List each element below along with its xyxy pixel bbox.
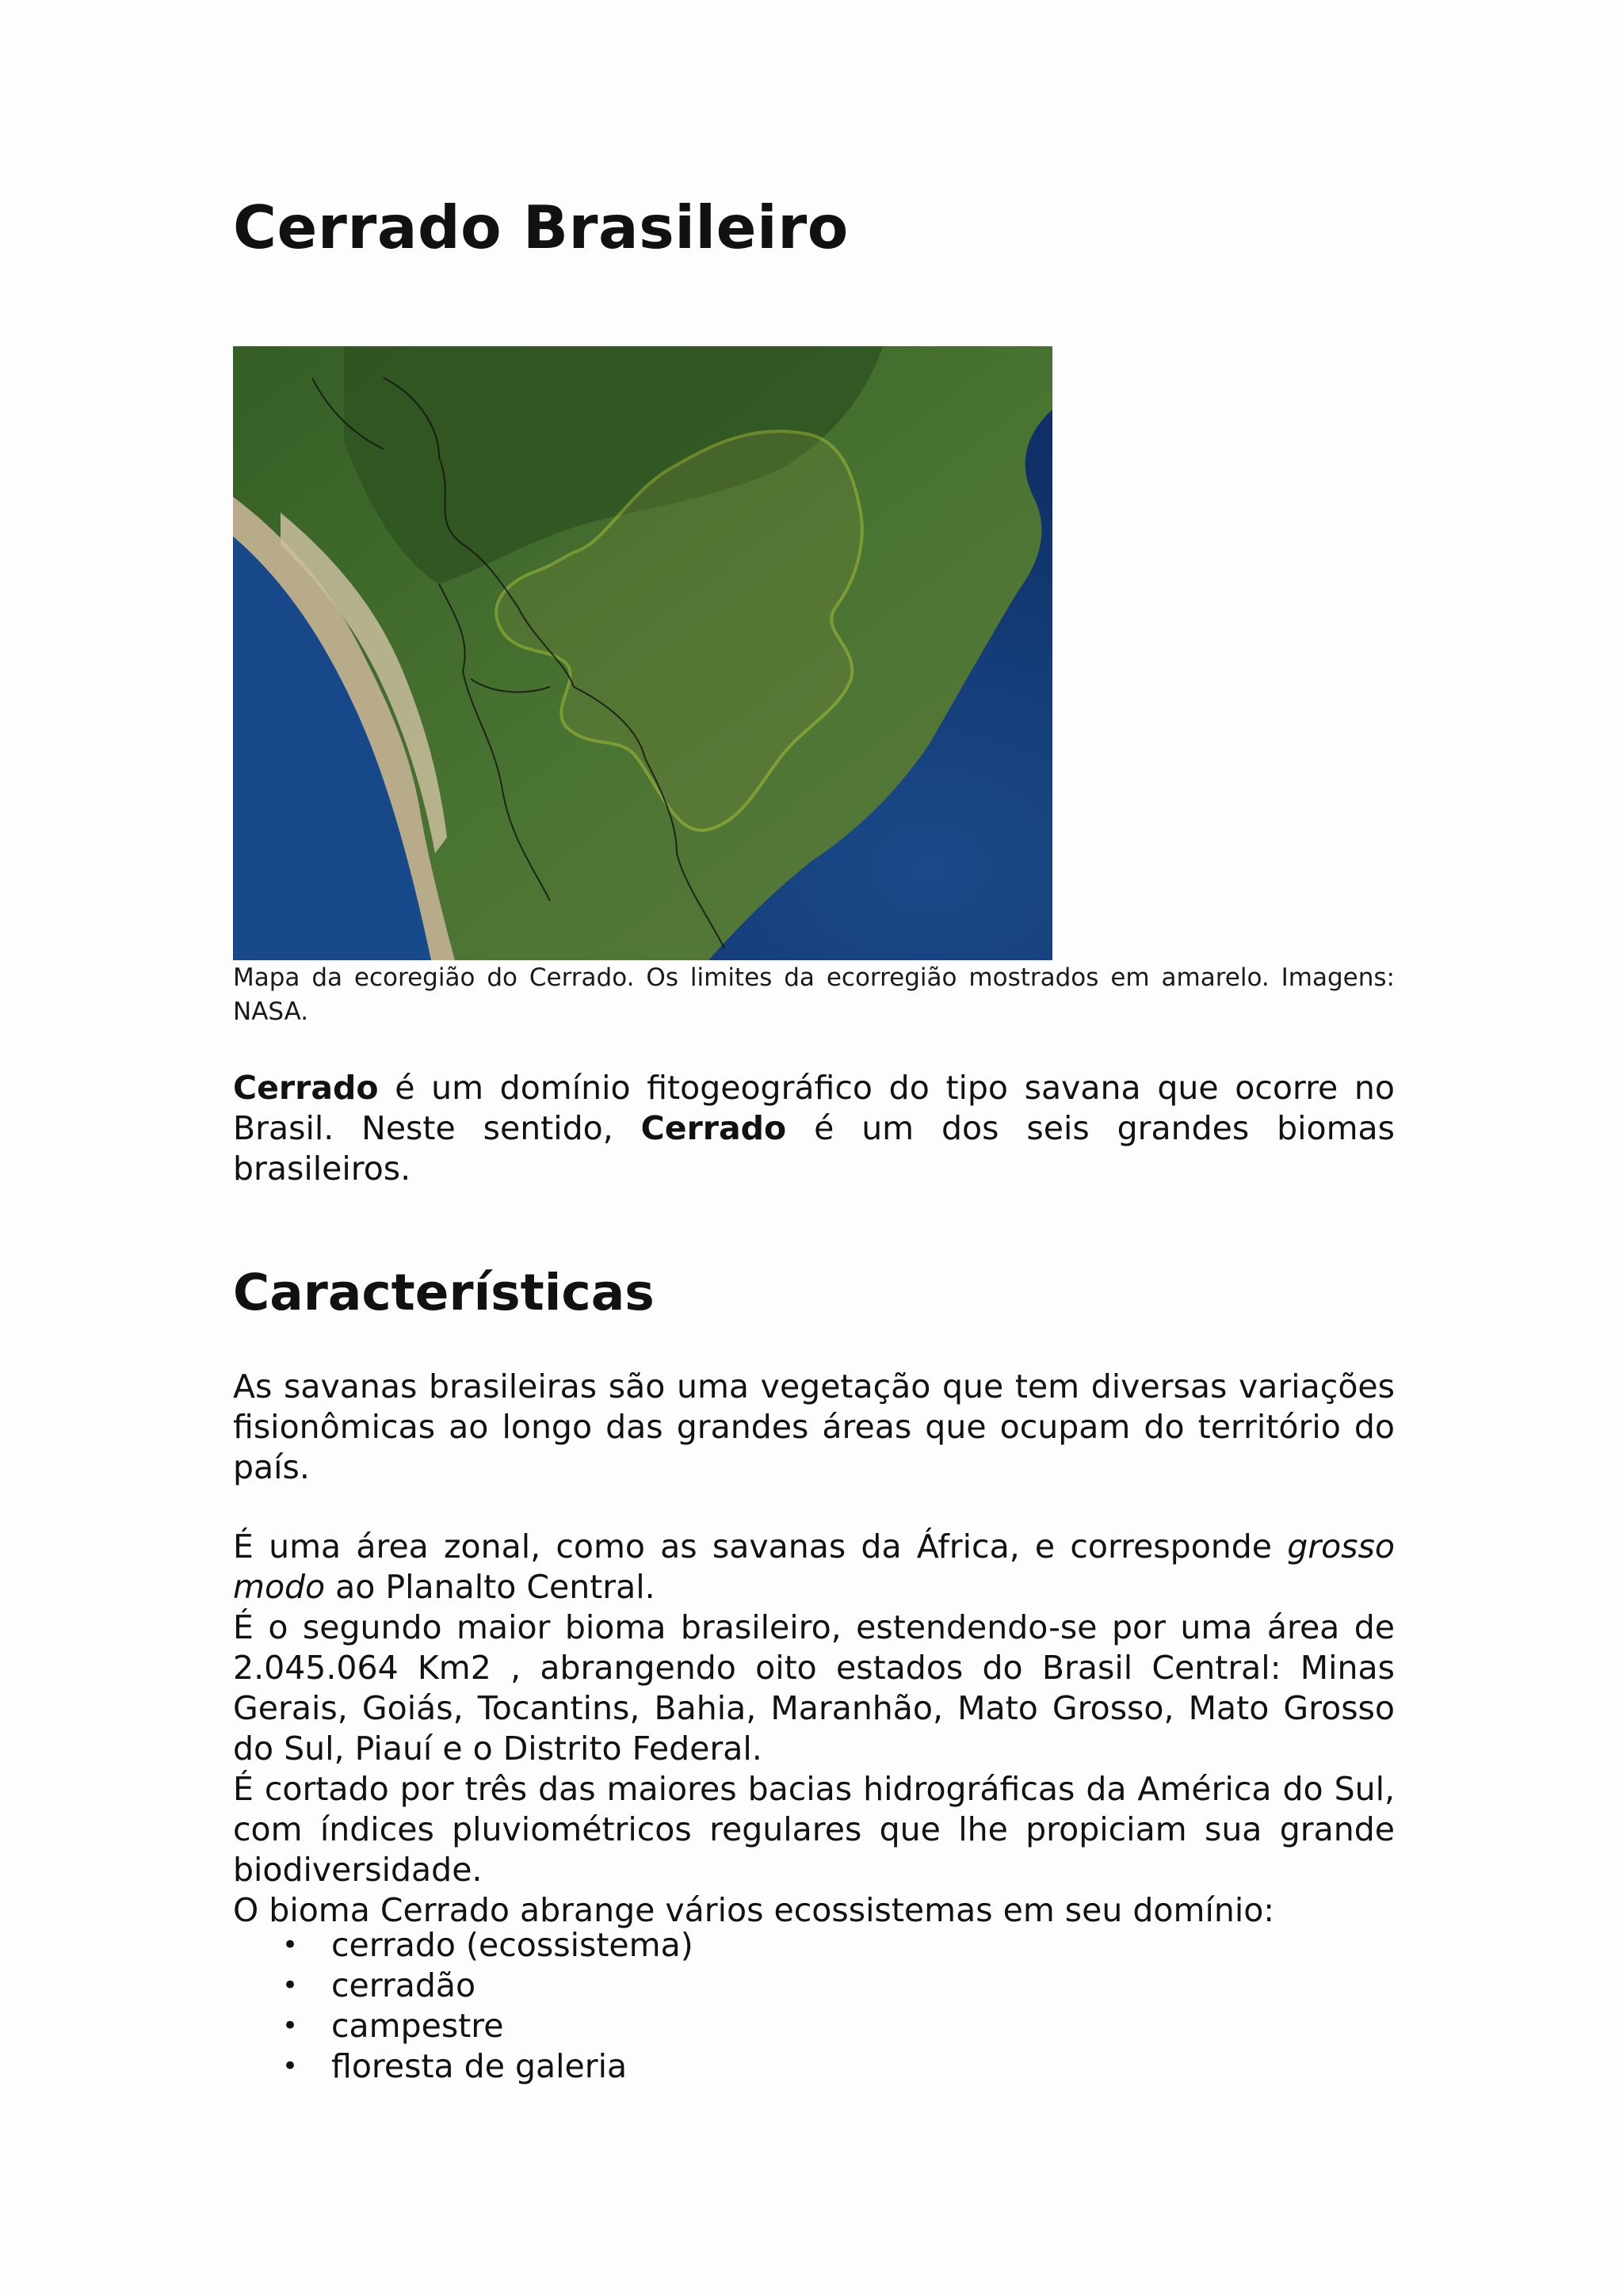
characteristics-paragraph-1: As savanas brasileiras são uma vegetação que tem diversas variações fisionômicas ao longo das grandes áreas que ocupam do território do país.	[233, 1367, 1395, 1486]
list-item: • cerrado (ecossistema)	[331, 1925, 693, 1966]
page-title: Cerrado Brasileiro	[233, 193, 849, 262]
list-item: • floresta de galeria	[331, 2046, 693, 2087]
basins-line: É cortado por três das maiores bacias hidrográficas da América do Sul, com índices pluviométricos regulares que lhe propiciam sua grande biodiversidade.	[233, 1770, 1395, 1889]
characteristics-paragraph-2	[233, 1527, 1395, 1931]
map-caption: Mapa da ecoregião do Cerrado. Os limites da ecorregião mostrados em amarelo. Imagens: NASA.	[233, 963, 1395, 1026]
cerrado-map-image	[233, 346, 1052, 960]
zonal-text-b: ao Planalto Central.	[325, 1568, 655, 1606]
zonal-text-a: É uma área zonal, como as savanas da África, e corresponde	[233, 1527, 1288, 1566]
grosso-modo-italic: grosso modo	[233, 1527, 1395, 1606]
list-item: • campestre	[331, 2006, 693, 2046]
intro-paragraph	[233, 1068, 1395, 1189]
intro-text-1: é um domínio fitogeográfico do tipo savana que ocorre no Brasil. Neste sentido,	[233, 1069, 1395, 1147]
ecosystems-intro-line: O bioma Cerrado abrange vários ecossistemas em seu domínio:	[233, 1891, 1275, 1929]
second-biome-line: É o segundo maior bioma brasileiro, estendendo-se por uma área de 2.045.064 Km2 , abrangendo oito estados do Brasil Central: Minas Gerais, Goiás, Tocantins, Bahia, Maranhão, Mato Grosso, Mato Grosso do Sul, Piauí e o Distrito Federal.	[233, 1608, 1395, 1768]
zonal-area-line	[233, 1527, 1395, 1608]
list-item: • cerradão	[331, 1966, 693, 2006]
ecosystem-list	[233, 1925, 693, 2087]
intro-text-2: é um dos seis grandes biomas brasileiros.	[233, 1109, 1395, 1188]
section-heading: Características	[233, 1264, 655, 1322]
intro-bold-term-2: Cerrado	[640, 1109, 787, 1147]
intro-bold-term-1: Cerrado	[233, 1069, 379, 1107]
